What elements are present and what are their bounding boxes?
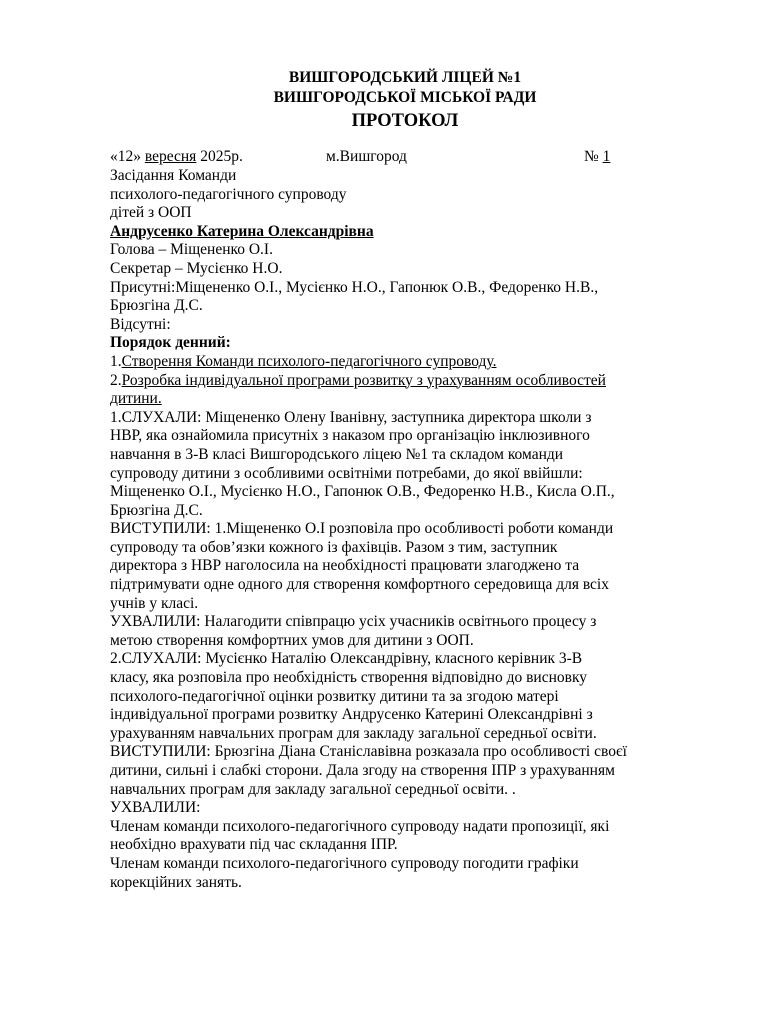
head-line: Голова – Міщененко О.І. [110,241,273,259]
line: корекційних занять. [110,873,242,891]
meeting-line: дітей з ООП [110,204,192,222]
protocol-document [110,68,710,892]
line: учнів у класі. [110,594,199,612]
line: ВИСТУПИЛИ: 1.Міщененко О.І розповіла про особливості роботи команди [110,520,614,538]
city: м.Вишгород [326,148,407,165]
present-line: Присутні:Міщененко О.І., Мусієнко Н.О., Гапонюк О.В., Федоренко Н.В., [110,278,599,296]
agenda-title: Порядок денний: [110,334,231,352]
line: НВР, яка ознайомила присутніх з наказом про організацію інклюзивного [110,427,590,445]
line: Брюзгіна Д.С. [110,501,203,519]
protocol-number: № 1 [584,148,611,165]
line: класу, яка розповіла про необхідність створення відповідно до висновку [110,669,588,687]
line: Членам команди психолого-педагогічного супроводу надати пропозиції, які [110,817,610,835]
meeting-line: психолого-педагогічного супроводу [110,185,347,203]
line: ВИСТУПИЛИ: Брюзгіна Діана Станіславівна розказала про особливості своєї [110,743,627,761]
line: 1.СЛУХАЛИ: Міщененко Олену Іванівну, заступника директора школи з [110,408,592,426]
line: метою створення комфортних умов для дитини з ООП. [110,631,474,649]
line: Членам команди психолого-педагогічного супроводу погодити графіки [110,854,579,872]
agenda-item-1: 1.Створення Команди психолого-педагогічного супроводу. [110,352,497,370]
line: директора з НВР наголосила на необхідності працювати злагоджено та [110,557,580,575]
line: навчальних програм для закладу загальної середньої освіти. . [110,780,516,798]
meeting-line: Засідання Команди [110,167,237,184]
date-place-number-row [110,148,710,167]
line: урахуванням навчальних програм для закладу загальної середньої освіти. [110,724,597,742]
intro-block [110,167,710,334]
line: необхідно врахувати під час складання ІПР. [110,836,398,854]
school-name: ВИШГОРОДСЬКИЙ ЛІЦЕЙ №1 [288,69,522,86]
line: УХВАЛИЛИ: Налагодити співпрацю усіх учасників освітнього процесу з [110,613,597,631]
absent-line: Відсутні: [110,315,171,333]
line: супроводу дитини з особливими освітніми потребами, до якої ввійшли: [110,464,583,482]
line: дитини, сильні і слабкі сторони. Дала згоду на створення ІПР з урахуванням [110,762,615,779]
line: психолого-педагогічної оцінки розвитку дитини та за згодою матері [110,687,559,705]
line: індивідуальної програми розвитку Андрусенко Катерині Олександрівні з [110,706,593,724]
agenda-item-2-continued: дитини. [110,390,162,408]
line: підтримувати одне одного для створення комфортного середовища для всіх [110,576,609,594]
line: Міщененко О.І., Мусієнко Н.О., Гапонюк О.В., Федоренко Н.В., Кисла О.П., [110,483,615,501]
child-name: Андрусенко Катерина Олександрівна [110,222,374,240]
document-title: ПРОТОКОЛ [351,111,459,131]
line: навчання в 3-В класі Вишгородського ліцею №1 та складом команди [110,445,564,463]
line: супроводу та обов’язки кожного із фахівців. Разом з тим, заступник [110,538,558,556]
secretary-line: Секретар – Мусієнко Н.О. [110,259,283,277]
agenda-item-2: 2.Розробка індивідуальної програми розвитку з урахуванням особливостей [110,371,606,389]
minutes-body [110,409,710,892]
agenda [110,334,710,408]
line: УХВАЛИЛИ: [110,799,201,817]
council-name: ВИШГОРОДСЬКОЇ МІСЬКОЇ РАДИ [273,89,537,106]
line: 2.СЛУХАЛИ: Мусієнко Наталію Олександрівну, класного керівник 3-В [110,650,583,668]
present-line: Брюзгіна Д.С. [110,297,203,315]
date: «12» вересня 2025р. [110,148,243,165]
document-header [100,68,710,133]
